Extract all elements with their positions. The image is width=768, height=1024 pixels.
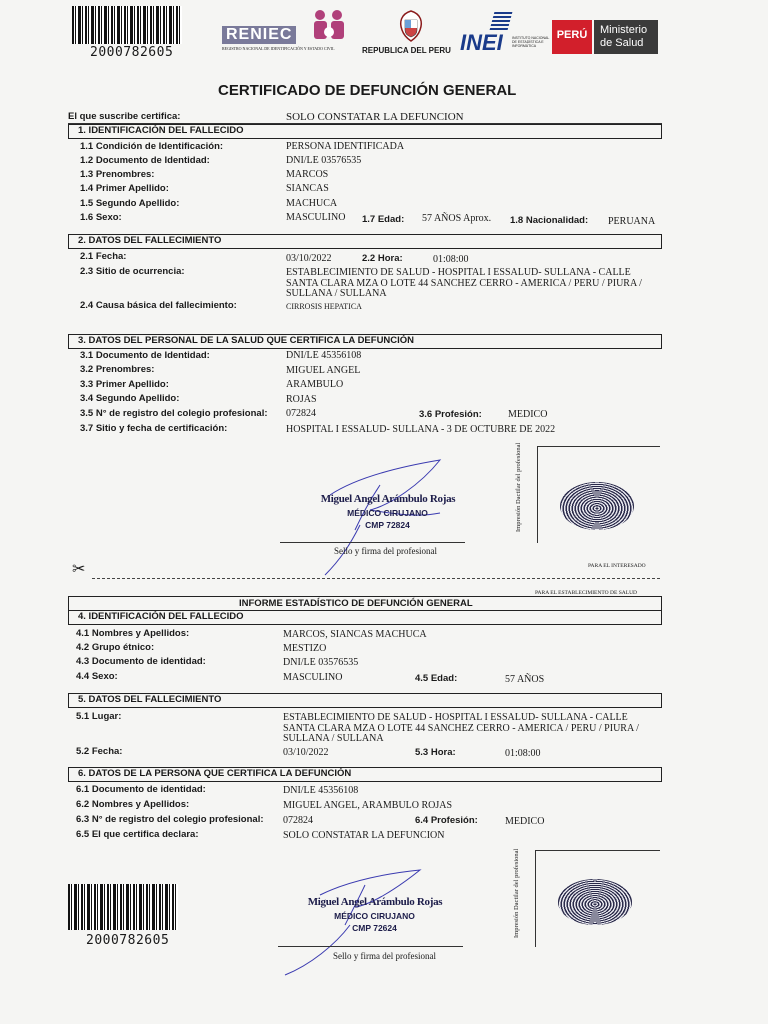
- fingerprint-1: [560, 482, 634, 530]
- f2-3-label: 2.3 Sitio de ocurrencia:: [80, 266, 185, 277]
- ministerio-badge: Ministerio de Salud: [594, 20, 658, 54]
- f4-1-value: MARCOS, SIANCAS MACHUCA: [283, 629, 427, 640]
- section-6-title: 6. DATOS DE LA PERSONA QUE CERTIFICA LA DEFUNCIÓN: [78, 768, 352, 779]
- f5-3-label: 5.3 Hora:: [415, 747, 456, 758]
- cut-line: [92, 578, 660, 579]
- f1-1-value: PERSONA IDENTIFICADA: [286, 141, 405, 152]
- f1-4-value: SIANCAS: [286, 183, 329, 194]
- fingerprint-box-1: [537, 446, 660, 543]
- f4-5-label: 4.5 Edad:: [415, 673, 458, 684]
- reniec-figures-icon: [310, 8, 350, 44]
- f1-2-value: DNI/LE 03576535: [286, 155, 362, 166]
- f1-8-label: 1.8 Nacionalidad:: [510, 215, 589, 226]
- f6-5-value: SOLO CONSTATAR LA DEFUNCION: [283, 830, 445, 841]
- fingerprint-caption-2: Impresión Dactilar del profesional: [513, 848, 520, 938]
- signature-caption-1: Sello y firma del profesional: [334, 546, 437, 556]
- peru-coat-of-arms-icon: [393, 8, 429, 44]
- signature-cmp-1: CMP 72824: [365, 520, 410, 530]
- f5-2-value: 03/10/2022: [283, 747, 329, 758]
- section-3-header: [68, 334, 662, 349]
- f1-6-value: MASCULINO: [286, 212, 346, 223]
- f2-4-value: CIRROSIS HEPATICA: [286, 302, 362, 311]
- page-title: CERTIFICADO DE DEFUNCIÓN GENERAL: [218, 82, 517, 99]
- f3-6-value: MEDICO: [508, 409, 548, 420]
- section-4-header: [68, 610, 662, 625]
- f3-2-value: MIGUEL ANGEL: [286, 365, 361, 376]
- f2-1-value: 03/10/2022: [286, 253, 332, 264]
- f1-2-label: 1.2 Documento de Identidad:: [80, 155, 210, 166]
- inei-stripes-icon: [490, 12, 513, 30]
- f3-7-label: 3.7 Sitio y fecha de certificación:: [80, 423, 228, 434]
- f6-2-label: 6.2 Nombres y Apellidos:: [76, 799, 190, 810]
- f6-1-label: 6.1 Documento de identidad:: [76, 784, 206, 795]
- f6-3-value: 072824: [283, 815, 313, 826]
- signature-caption-2: Sello y firma del profesional: [333, 951, 436, 961]
- f5-3-value: 01:08:00: [505, 748, 541, 759]
- f3-7-value: HOSPITAL I ESSALUD- SULLANA - 3 DE OCTUBRE DE 2022: [286, 424, 556, 435]
- informe-title: INFORME ESTADÍSTICO DE DEFUNCIÓN GENERAL: [239, 598, 473, 609]
- f6-1-value: DNI/LE 45356108: [283, 785, 359, 796]
- f4-2-value: MESTIZO: [283, 643, 327, 654]
- f4-4-label: 4.4 Sexo:: [76, 671, 118, 682]
- f1-6-label: 1.6 Sexo:: [80, 212, 122, 223]
- f4-5-value: 57 AÑOS: [505, 674, 545, 685]
- section-1-title: 1. IDENTIFICACIÓN DEL FALLECIDO: [78, 125, 244, 136]
- f3-5-value: 072824: [286, 408, 316, 419]
- inei-text: INEI: [460, 30, 503, 55]
- f3-1-label: 3.1 Documento de Identidad:: [80, 350, 210, 361]
- section-1-header: [68, 124, 662, 139]
- f6-4-label: 6.4 Profesión:: [415, 815, 478, 826]
- informe-header: [68, 596, 662, 610]
- peru-badge: PERÚ: [552, 20, 592, 54]
- scissors-icon: ✂: [72, 561, 86, 578]
- f2-1-label: 2.1 Fecha:: [80, 251, 127, 262]
- section-5-header: [68, 693, 662, 708]
- f5-2-label: 5.2 Fecha:: [76, 746, 123, 757]
- suscribe-label: El que suscribe certifica:: [68, 111, 181, 122]
- f6-4-value: MEDICO: [505, 816, 545, 827]
- reniec-subtitle: REGISTRO NACIONAL DE IDENTIFICACIÓN Y ESTADO CIVIL: [222, 46, 335, 51]
- signature-line-1: [280, 542, 465, 543]
- f2-4-label: 2.4 Causa básica del fallecimiento:: [80, 300, 237, 311]
- f3-3-value: ARAMBULO: [286, 379, 344, 390]
- f4-4-value: MASCULINO: [283, 672, 343, 683]
- section-3-title: 3. DATOS DEL PERSONAL DE LA SALUD QUE CERTIFICA LA DEFUNCIÓN: [78, 335, 415, 346]
- para-establecimiento-label: PARA EL ESTABLECIMIENTO DE SALUD: [535, 590, 638, 596]
- inei-logo: [460, 12, 550, 56]
- para-interesado-label: PARA EL INTERESADO: [588, 563, 646, 569]
- f3-2-label: 3.2 Prenombres:: [80, 364, 155, 375]
- barcode-number-top: 2000782605: [90, 45, 174, 60]
- f1-5-value: MACHUCA: [286, 198, 338, 209]
- f6-3-label: 6.3 N° de registro del colegio profesional:: [76, 814, 264, 825]
- signature-cmp-2: CMP 72624: [352, 923, 397, 933]
- signature-role-2: MÉDICO CIRUJANO: [334, 911, 415, 921]
- inei-subtitle: INSTITUTO NACIONAL DE ESTADÍSTICA E INFORMÁTICA: [512, 36, 550, 48]
- barcode-bottom: [68, 884, 178, 930]
- f3-4-label: 3.4 Segundo Apellido:: [80, 393, 180, 404]
- suscribe-value: SOLO CONSTATAR LA DEFUNCION: [286, 111, 464, 123]
- f2-2-label: 2.2 Hora:: [362, 253, 403, 264]
- f3-3-label: 3.3 Primer Apellido:: [80, 379, 169, 390]
- republica-label: REPUBLICA DEL PERU: [362, 46, 451, 55]
- section-2-title: 2. DATOS DEL FALLECIMIENTO: [78, 235, 222, 246]
- section-4-title: 4. IDENTIFICACIÓN DEL FALLECIDO: [78, 611, 244, 622]
- f5-1-label: 5.1 Lugar:: [76, 711, 122, 722]
- f3-6-label: 3.6 Profesión:: [419, 409, 482, 420]
- f2-2-value: 01:08:00: [433, 254, 469, 265]
- f1-7-value: 57 AÑOS Aprox.: [422, 213, 492, 224]
- section-2-header: [68, 234, 662, 249]
- f6-2-value: MIGUEL ANGEL, ARAMBULO ROJAS: [283, 800, 453, 811]
- f6-5-label: 6.5 El que certifica declara:: [76, 829, 199, 840]
- f1-8-value: PERUANA: [608, 216, 656, 227]
- f1-3-value: MARCOS: [286, 169, 329, 180]
- f1-3-label: 1.3 Prenombres:: [80, 169, 155, 180]
- reniec-logo-text: RENIEC: [222, 26, 296, 44]
- f3-1-value: DNI/LE 45356108: [286, 350, 362, 361]
- f1-1-label: 1.1 Condición de Identificación:: [80, 141, 224, 152]
- signature-name-2: Miguel Angel Arámbulo Rojas: [307, 896, 443, 908]
- f4-3-value: DNI/LE 03576535: [283, 657, 359, 668]
- signature-name-1: Miguel Angel Arámbulo Rojas: [320, 493, 456, 505]
- barcode-number-bottom: 2000782605: [86, 933, 170, 948]
- signature-role-1: MÉDICO CIRUJANO: [347, 508, 428, 518]
- f4-3-label: 4.3 Documento de identidad:: [76, 656, 206, 667]
- f1-5-label: 1.5 Segundo Apellido:: [80, 198, 180, 209]
- f1-4-label: 1.4 Primer Apellido:: [80, 183, 169, 194]
- section-5-title: 5. DATOS DEL FALLECIMIENTO: [78, 694, 222, 705]
- fingerprint-caption-1: Impresión Dactilar del profesional: [515, 442, 522, 532]
- f4-2-label: 4.2 Grupo étnico:: [76, 642, 155, 653]
- reniec-logo: [222, 22, 352, 52]
- f3-5-label: 3.5 N° de registro del colegio profesional:: [80, 408, 268, 419]
- f4-1-label: 4.1 Nombres y Apellidos:: [76, 628, 190, 639]
- f1-7-label: 1.7 Edad:: [362, 214, 405, 225]
- barcode-top: [72, 6, 182, 44]
- f5-1-value: ESTABLECIMIENTO DE SALUD - HOSPITAL I ESSALUD- SULLANA - CALLE SANTA CLARA MZA O LOTE 44 SANCHEZ CERRO - AMERICA / PERU / PIURA / SULLANA / SULLANA: [283, 712, 639, 744]
- f2-3-value: ESTABLECIMIENTO DE SALUD - HOSPITAL I ESSALUD- SULLANA - CALLE SANTA CLARA MZA O LOTE 44 SANCHEZ CERRO - AMERICA / PERU / PIURA / SULLANA / SULLANA: [286, 267, 642, 299]
- fingerprint-2: [558, 879, 632, 925]
- signature-line-2: [278, 946, 463, 947]
- fingerprint-box-2: [535, 850, 660, 947]
- section-6-header: [68, 767, 662, 782]
- f3-4-value: ROJAS: [286, 394, 317, 405]
